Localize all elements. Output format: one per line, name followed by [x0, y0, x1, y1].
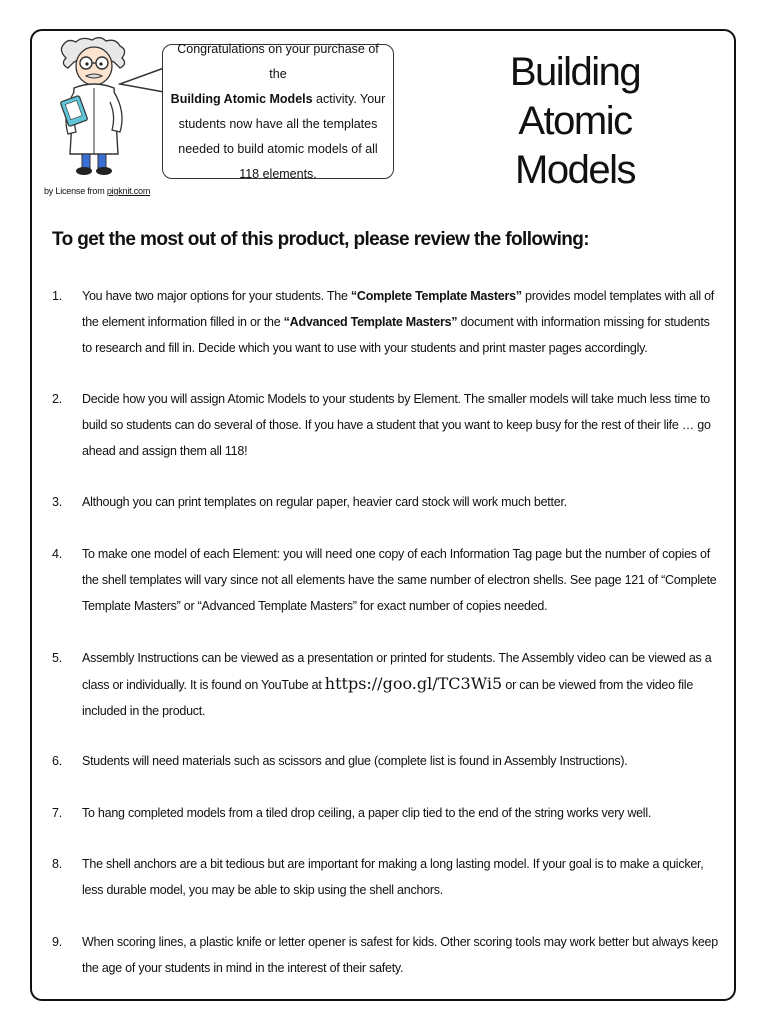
- item-text: When scoring lines, a plastic knife or letter opener is safest for kids. Other scoring tools may work better but always keep the age of your students in mind in the interest of their safety.: [82, 935, 718, 975]
- item-number: 9.: [52, 935, 62, 949]
- list-item: [52, 929, 720, 981]
- image-credit: by License from pigknit.com: [44, 186, 151, 196]
- title-line-1: Building: [509, 50, 641, 94]
- item-text: You have two major options for your students. The “Complete Template Masters” provides model templates with all of the element information filled in or the “Advanced Template Masters” document with information missing for students to research and fill in. Decide which you want to use with your students and print master pages accordingly.: [82, 289, 715, 355]
- speech-bubble-text: Congratulations on your purchase of the Building Atomic Models activity. Your students now have all the templates needed to build atomic models of all 118 elements.: [170, 41, 386, 181]
- item-text: Assembly Instructions can be viewed as a presentation or printed for students. The Assembly video can be viewed as a class or individually. It is found on YouTube at https://goo.gl/TC3Wi5 or can be viewed from the video file included in the product.: [82, 651, 712, 718]
- item-text: To make one model of each Element: you will need one copy of each Information Tag page but the number of copies of the shell templates will vary since not all elements have the same number of electron shells. See page 121 of “Complete Template Masters” or “Advanced Template Masters” for exact number of copies needed.: [82, 547, 717, 613]
- list-item: [52, 283, 720, 361]
- list-item: [52, 800, 720, 826]
- list-item: [52, 386, 720, 464]
- item-text: The shell anchors are a bit tedious but are important for making a long lasting model. If your goal is to make a quicker, less durable model, you may be able to skip using the shell anchors.: [82, 857, 704, 897]
- document-title: [460, 48, 690, 195]
- youtube-link[interactable]: https://goo.gl/TC3Wi5: [324, 674, 503, 693]
- speech-bubble-tail: [118, 62, 166, 102]
- item-number: 7.: [52, 806, 62, 820]
- list-item: [52, 645, 720, 724]
- product-name: Building Atomic Models: [170, 91, 313, 106]
- instructions-heading: To get the most out of this product, please review the following:: [52, 229, 590, 250]
- list-item: [52, 851, 720, 903]
- credit-link[interactable]: pigknit.com: [106, 186, 151, 196]
- item-text: Although you can print templates on regular paper, heavier card stock will work much better.: [82, 495, 567, 509]
- speech-bubble: [162, 41, 394, 181]
- list-item: [52, 541, 720, 619]
- item-number: 8.: [52, 857, 62, 871]
- item-number: 3.: [52, 495, 62, 509]
- scientist-illustration: [54, 36, 134, 181]
- item-number: 6.: [52, 754, 62, 768]
- item-number: 4.: [52, 547, 62, 561]
- list-item: [52, 748, 720, 774]
- item-number: 5.: [52, 651, 62, 665]
- item-number: 2.: [52, 392, 62, 406]
- list-item: [52, 489, 720, 515]
- item-text: Decide how you will assign Atomic Models to your students by Element. The smaller models will take much less time to build so students can do several of those. If you have a student that you want to keep busy for the rest of their life … go ahead and assign them all 118!: [82, 392, 711, 458]
- title-line-2: Atomic Models: [515, 99, 635, 192]
- item-text: To hang completed models from a tiled drop ceiling, a paper clip tied to the end of the string works very well.: [82, 806, 652, 820]
- item-number: 1.: [52, 289, 62, 303]
- item-text: Students will need materials such as scissors and glue (complete list is found in Assembly Instructions).: [82, 754, 628, 768]
